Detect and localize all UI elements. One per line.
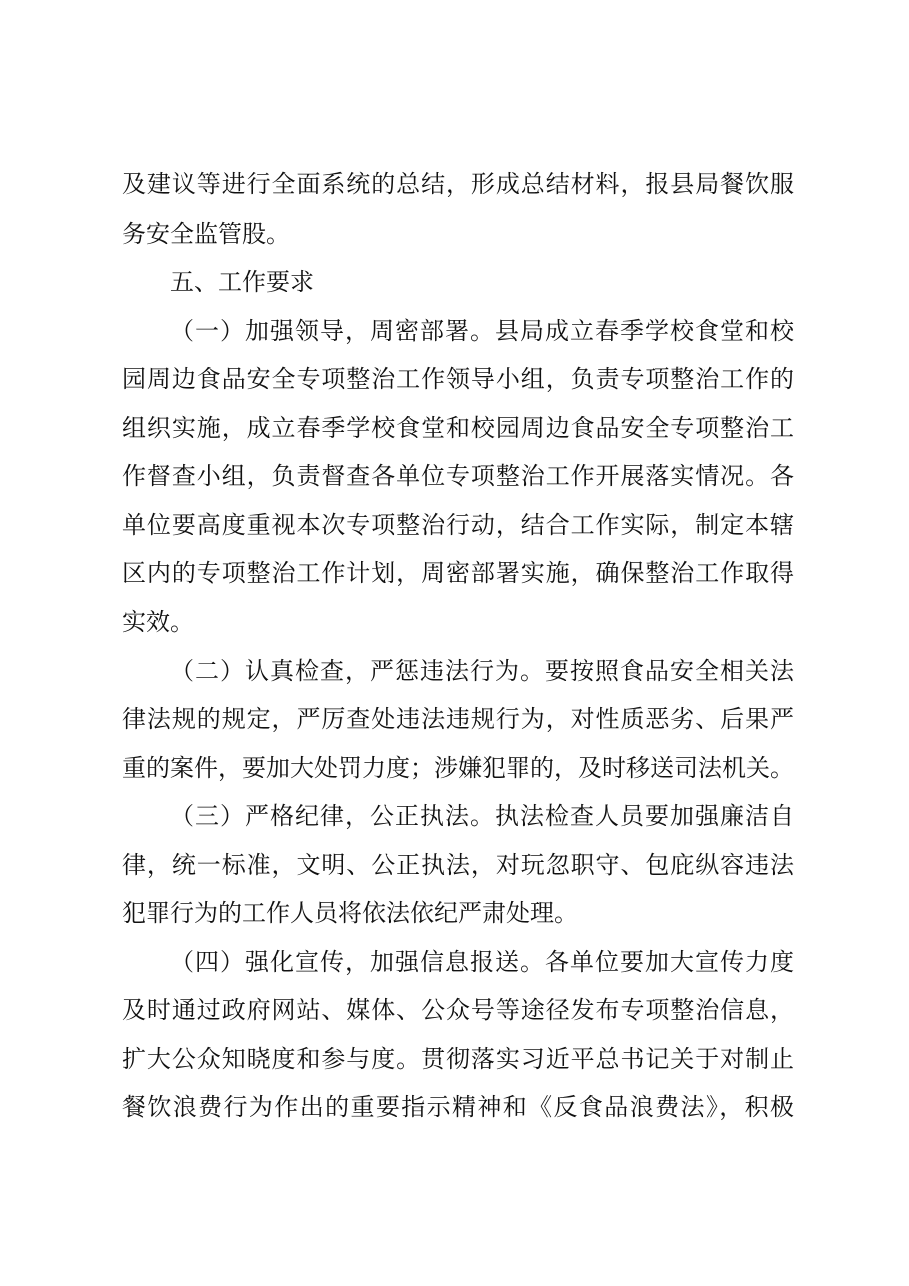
paragraph-line: 犯罪行为的工作人员将依法依纪严肃处理。 xyxy=(122,899,578,927)
paragraph-line: 扩大公众知晓度和参与度。贯彻落实习近平总书记关于对制止 xyxy=(122,1045,794,1073)
paragraph-line: （三）严格纪律，公正执法。执法检查人员要加强廉洁自 xyxy=(170,802,794,830)
paragraph-line: 律法规的规定，严厉查处违法违规行为，对性质恶劣、后果严 xyxy=(122,705,794,733)
paragraph-line: （四）强化宣传，加强信息报送。各单位要加大宣传力度 xyxy=(170,948,794,976)
paragraph-line: 组织实施，成立春季学校食堂和校园周边食品安全专项整治工 xyxy=(122,414,794,442)
paragraph-line: 园周边食品安全专项整治工作领导小组，负责专项整治工作的 xyxy=(122,365,794,393)
paragraph-line: 单位要高度重视本次专项整治行动，结合工作实际，制定本辖 xyxy=(122,511,794,539)
paragraph-line: 实效。 xyxy=(122,608,194,636)
paragraph-line: 区内的专项整治工作计划，周密部署实施，确保整治工作取得 xyxy=(122,559,794,587)
paragraph-line: 作督查小组，负责督查各单位专项整治工作开展落实情况。各 xyxy=(122,462,794,490)
paragraph-line: 重的案件，要加大处罚力度；涉嫌犯罪的，及时移送司法机关。 xyxy=(122,754,794,782)
section-heading: 五、工作要求 xyxy=(170,268,314,296)
paragraph-line: 务安全监管股。 xyxy=(122,220,290,248)
paragraph-line: （二）认真检查，严惩违法行为。要按照食品安全相关法 xyxy=(170,657,794,685)
paragraph-line: （一）加强领导，周密部署。县局成立春季学校食堂和校 xyxy=(170,317,794,345)
paragraph-line: 律，统一标准，文明、公正执法，对玩忽职守、包庇纵容违法 xyxy=(122,851,794,879)
paragraph-line: 餐饮浪费行为作出的重要指示精神和《反食品浪费法》，积极 xyxy=(122,1093,794,1121)
paragraph-line: 及建议等进行全面系统的总结，形成总结材料，报县局餐饮服 xyxy=(122,170,794,198)
paragraph-line: 及时通过政府网站、媒体、公众号等途径发布专项整治信息， xyxy=(122,996,794,1024)
